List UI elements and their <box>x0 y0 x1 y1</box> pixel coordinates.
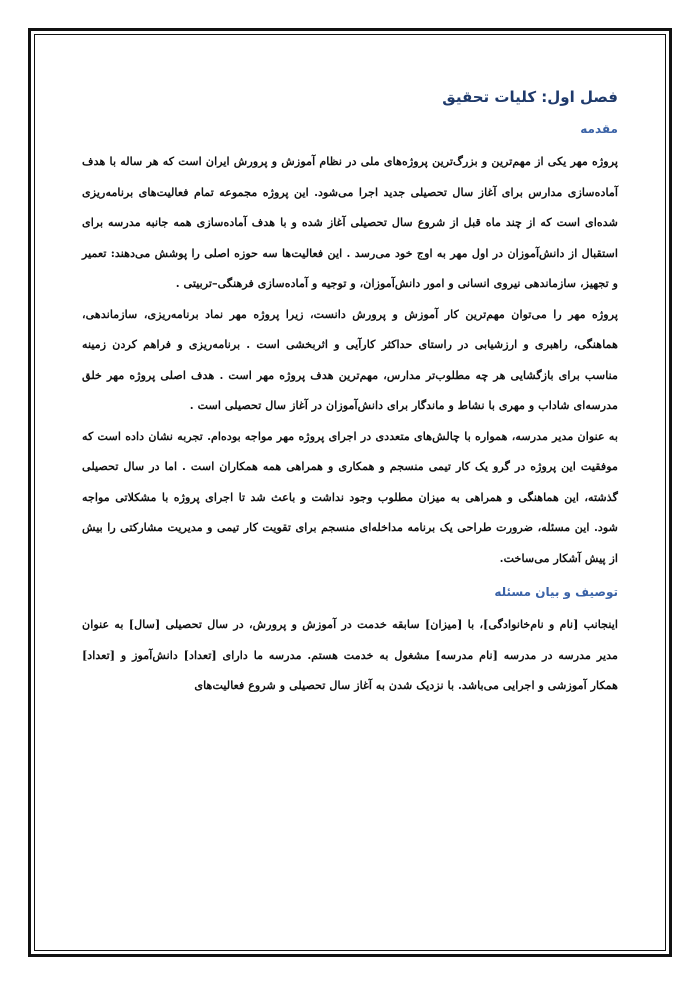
chapter-title: فصل اول: کلیات تحقیق <box>442 88 618 106</box>
section-introduction <box>82 118 618 573</box>
paragraph: اینجانب [نام و نام‌خانوادگی]، با [میزان] سابقه خدمت در آموزش و پرورش، در سال تحصیلی [سال] به عنوان مدیر مدرسه در مدرسه [نام مدرسه] مشغول به خدمت هستم. مدرسه ما دارای [تعداد] دانش‌آموز و [تعداد] همکار آموزشی و اجرایی می‌باشد. با نزدیک شدن به آغاز سال تحصیلی و شروع فعالیت‌های <box>82 617 618 692</box>
section-heading-problem-statement: توصیف و بیان مسئله <box>494 585 618 599</box>
section-heading-introduction: مقدمه <box>580 122 618 136</box>
paragraph: به عنوان مدیر مدرسه، همواره با چالش‌های متعددی در اجرای پروژه مهر مواجه بوده‌ام. تجربه نشان داده است که موفقیت این پروژه در گرو یک کار تیمی منسجم و همکاری و همراهی همه همکاران است . اما در سال تحصیلی گذشته، این هماهنگی و همراهی به میزان مطلوب وجود نداشت و باعث شد تا اجرای پروژه با مشکلاتی مواجه شود. این مسئله، ضرورت طراحی یک برنامه مداخله‌ای منسجم برای تقویت کار تیمی و مدیریت مشارکتی را بیش از پیش آشکار می‌ساخت. <box>82 428 618 565</box>
section-problem-statement <box>82 581 618 701</box>
document-body <box>82 86 618 936</box>
paragraph: پروژه مهر را می‌توان مهم‌ترین کار آموزش و پرورش دانست، زیرا پروژه مهر نماد برنامه‌ریزی، سازماندهی، هماهنگی، راهبری و ارزشیابی در راستای حداکثر کارآیی و اثربخشی است . برنامه‌ریزی و فراهم کردن زمینه مناسب برای بازگشایی هر چه مطلوب‌تر مدارس، مهم‌ترین هدف پروژه مهر است . هدف اصلی پروژه مهر خلق مدرسه‌ای شاداب و مهری با نشاط و ماندگار برای دانش‌آموزان در آغاز سال تحصیلی است . <box>82 306 618 412</box>
paragraph: پروژه مهر یکی از مهم‌ترین و بزرگ‌ترین پروژه‌های ملی در نظام آموزش و پرورش ایران است که هر ساله با هدف آماده‌سازی مدارس برای آغاز سال تحصیلی جدید اجرا می‌شود. این پروژه مجموعه تمام فعالیت‌های برنامه‌ریزی شده‌ای است که از چند ماه قبل از شروع سال تحصیلی آغاز شده و با هدف آماده‌سازی همه جانبه مدرسه برای استقبال از دانش‌آموزان در اول مهر به اوج خود می‌رسد . این فعالیت‌ها سه حوزه اصلی را پوشش می‌دهند: تعمیر و تجهیز، سازماندهی نیروی انسانی و امور دانش‌آموزان، و توجیه و آماده‌سازی فرهنگی–تربیتی . <box>82 154 618 290</box>
